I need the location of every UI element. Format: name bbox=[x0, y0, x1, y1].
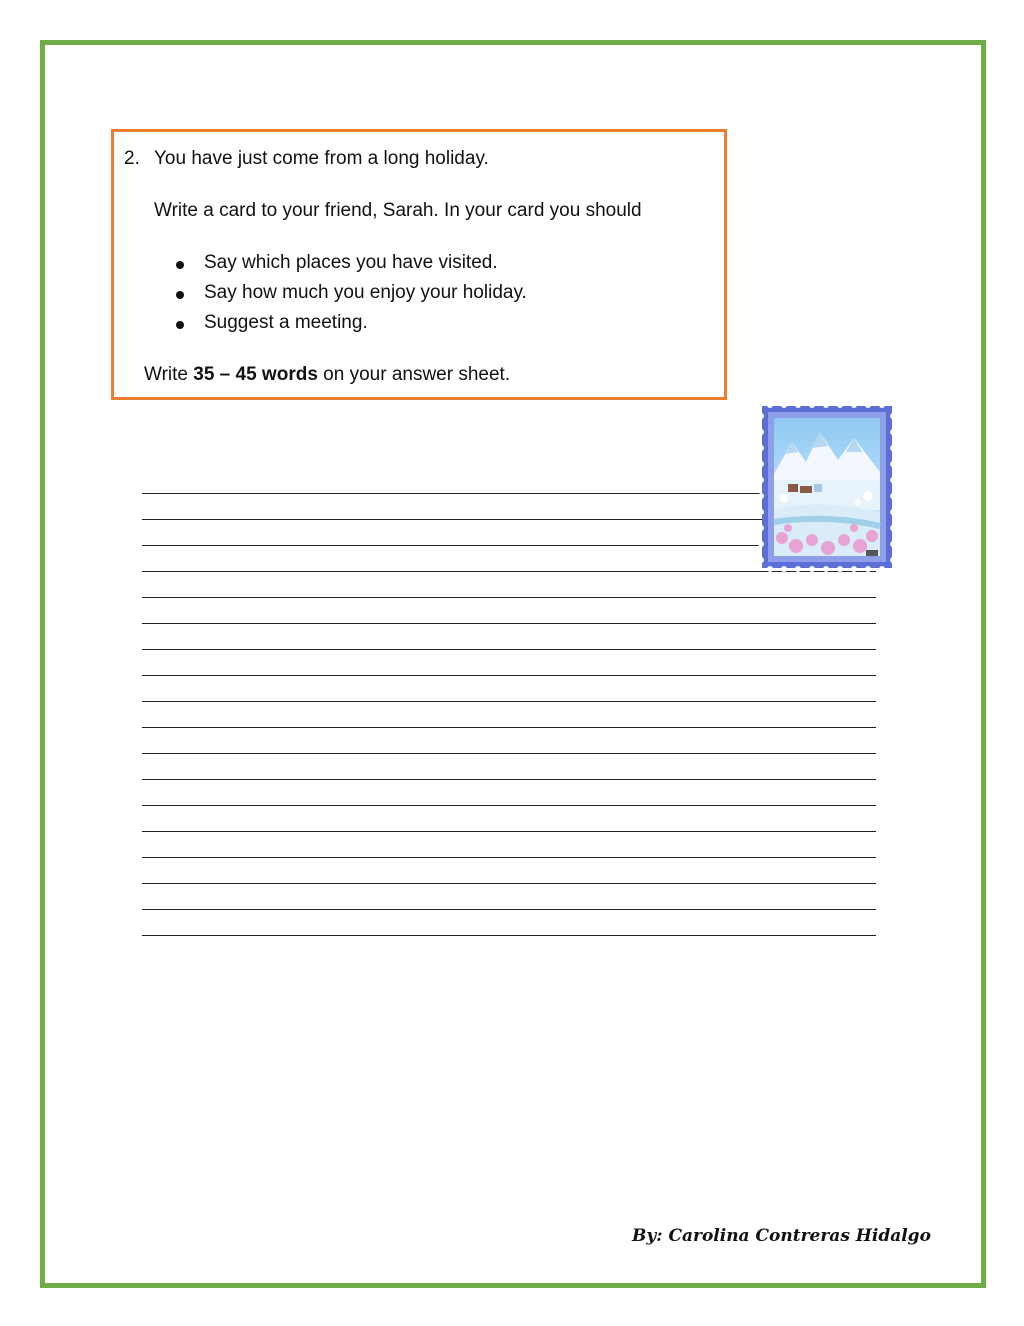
task-bullet-text: Suggest a meeting. bbox=[204, 312, 368, 333]
task-bullet-list bbox=[172, 252, 527, 342]
task-bullet bbox=[172, 282, 527, 312]
writing-line[interactable] bbox=[142, 676, 876, 702]
writing-line[interactable] bbox=[142, 884, 876, 910]
writing-line[interactable] bbox=[142, 598, 876, 624]
writing-line[interactable] bbox=[142, 858, 876, 884]
writing-line[interactable] bbox=[142, 832, 876, 858]
writing-line[interactable] bbox=[142, 650, 876, 676]
bullet-icon bbox=[176, 321, 184, 329]
writing-line[interactable] bbox=[142, 780, 876, 806]
task-bullet-text: Say how much you enjoy your holiday. bbox=[204, 282, 527, 303]
task-bullet bbox=[172, 252, 527, 282]
winter-landscape-stamp-icon bbox=[758, 402, 896, 572]
instruction-suffix: on your answer sheet. bbox=[317, 364, 511, 385]
bullet-icon bbox=[176, 291, 184, 299]
writing-line[interactable] bbox=[142, 728, 876, 754]
stamp-graphic bbox=[758, 402, 896, 572]
task-bullet bbox=[172, 312, 527, 342]
writing-line[interactable] bbox=[142, 910, 876, 936]
word-count: 35 – 45 words bbox=[193, 364, 318, 385]
instruction-prefix: Write bbox=[144, 364, 194, 385]
writing-line[interactable] bbox=[142, 624, 876, 650]
writing-line[interactable] bbox=[142, 754, 876, 780]
word-count-instruction bbox=[144, 364, 510, 386]
task-prompt: You have just come from a long holiday. bbox=[154, 148, 489, 169]
task-bullet-text: Say which places you have visited. bbox=[204, 252, 498, 273]
task-box bbox=[111, 129, 727, 400]
writing-line[interactable] bbox=[142, 572, 876, 598]
writing-line[interactable] bbox=[142, 702, 876, 728]
task-instructions: Write a card to your friend, Sarah. In your card you should bbox=[154, 200, 642, 221]
bullet-icon bbox=[176, 261, 184, 269]
writing-line[interactable] bbox=[142, 806, 876, 832]
author-credit: By: Carolina Contreras Hidalgo bbox=[632, 1226, 931, 1246]
task-number: 2. bbox=[124, 148, 140, 169]
